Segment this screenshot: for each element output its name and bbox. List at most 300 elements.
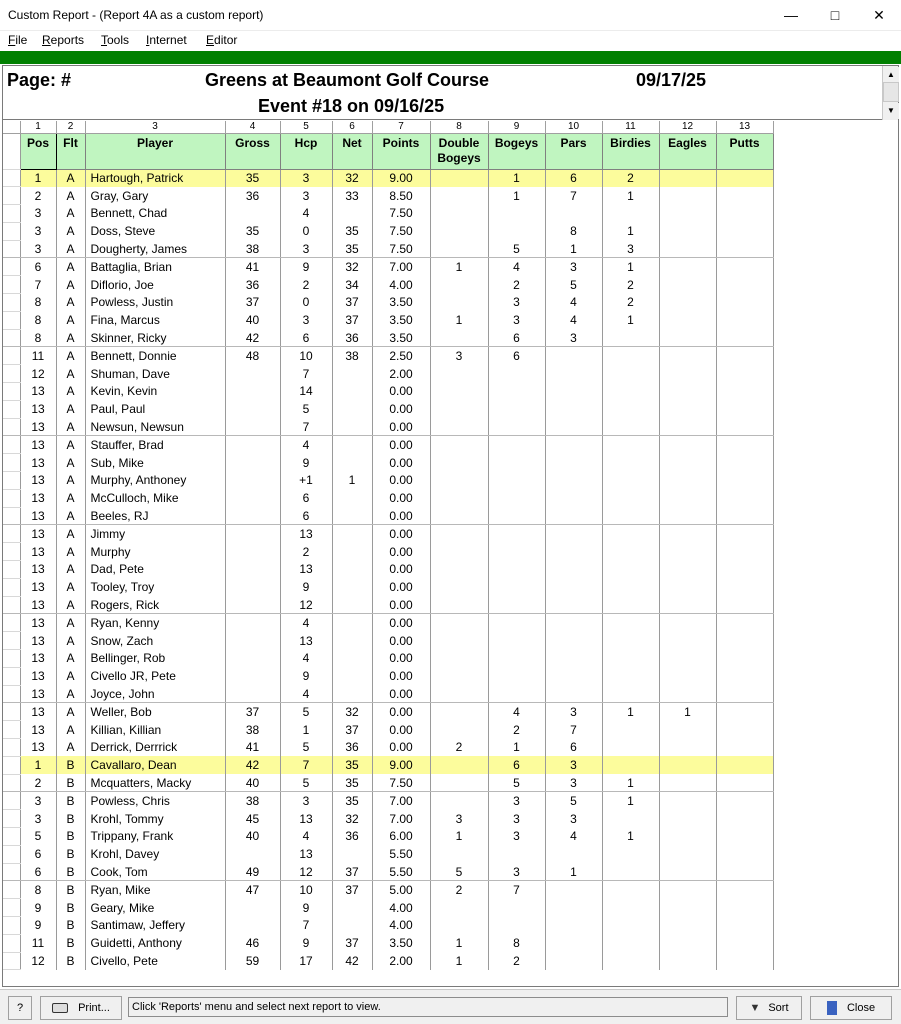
cell-pars: 3 [545,703,602,721]
cell-dbl [430,614,488,632]
cell-points: 7.50 [372,240,430,258]
cell-net: 35 [332,756,372,774]
cell-putts [716,596,773,614]
column-header-putts[interactable]: Putts [716,133,773,169]
cell-pars: 3 [545,756,602,774]
cell-pars: 5 [545,792,602,810]
table-row[interactable] [3,632,773,650]
cell-eagles [659,418,716,436]
table-row[interactable] [3,810,773,828]
cell-flt: A [56,614,85,632]
cell-hcp: 14 [280,383,332,401]
menu-editor[interactable]: Editor [206,33,238,47]
column-header-flt[interactable]: Flt [56,133,85,169]
cell-player: Krohl, Tommy [85,810,225,828]
cell-eagles [659,205,716,223]
minimize-button[interactable]: — [784,7,798,23]
cell-dbl [430,489,488,507]
menu-tools[interactable]: Tools [101,33,130,47]
column-number: 3 [85,121,225,133]
cell-net: 36 [332,739,372,757]
column-header-player[interactable]: Player [85,133,225,169]
cell-bogeys [488,489,545,507]
menu-internet[interactable]: Internet [146,33,187,47]
cell-player: Derrick, Derrrick [85,739,225,757]
cell-player: Santimaw, Jeffery [85,916,225,934]
row-header[interactable] [3,845,20,863]
close-window-button[interactable]: ✕ [873,7,885,23]
row-header[interactable] [3,632,20,650]
cell-gross [225,400,280,418]
cell-pos: 8 [20,294,56,312]
table-row[interactable] [3,614,773,632]
column-header-hcp[interactable]: Hcp [280,133,332,169]
cell-pars [545,525,602,543]
table-row[interactable] [3,418,773,436]
cell-pars [545,365,602,383]
row-header[interactable] [3,739,20,757]
cell-dbl [430,222,488,240]
column-header-pos[interactable]: Pos [20,133,56,169]
cell-hcp: 5 [280,703,332,721]
cell-gross: 36 [225,276,280,294]
sort-button[interactable]: ▼ Sort [736,996,802,1020]
cell-pos: 3 [20,222,56,240]
row-header[interactable] [3,489,20,507]
table-row[interactable] [3,240,773,258]
row-header[interactable] [3,187,20,205]
table-row[interactable] [3,294,773,312]
row-header[interactable] [3,507,20,525]
row-header[interactable] [3,756,20,774]
cell-eagles [659,934,716,952]
cell-dbl [430,596,488,614]
table-row[interactable] [3,276,773,294]
table-row[interactable] [3,258,773,276]
scroll-down-icon[interactable]: ▼ [883,103,899,119]
cell-player: Dougherty, James [85,240,225,258]
cell-pos: 8 [20,311,56,329]
cell-hcp: 3 [280,240,332,258]
row-header[interactable] [3,774,20,792]
table-row[interactable] [3,685,773,703]
table-row[interactable] [3,774,773,792]
table-row[interactable] [3,899,773,917]
row-header[interactable] [3,792,20,810]
menu-reports[interactable]: Reports [42,33,85,47]
cell-player: Dad, Pete [85,561,225,579]
cell-points: 9.00 [372,169,430,187]
cell-putts [716,650,773,668]
maximize-button[interactable]: □ [830,7,840,23]
table-row[interactable] [3,525,773,543]
cell-birdies [602,632,659,650]
row-header[interactable] [3,667,20,685]
cell-eagles [659,543,716,561]
table-row[interactable] [3,222,773,240]
cell-dbl [430,383,488,401]
cell-birdies [602,525,659,543]
cell-gross [225,436,280,454]
cell-points: 0.00 [372,383,430,401]
column-number: 8 [430,121,488,133]
table-row[interactable] [3,756,773,774]
cell-bogeys [488,472,545,490]
cell-flt: A [56,650,85,668]
cell-pars: 3 [545,258,602,276]
table-row[interactable] [3,472,773,490]
table-row[interactable] [3,205,773,223]
row-header[interactable] [3,614,20,632]
cell-eagles [659,276,716,294]
cell-dbl [430,169,488,187]
table-row[interactable] [3,507,773,525]
cell-pars: 3 [545,329,602,347]
cell-player: Powless, Chris [85,792,225,810]
cell-pars [545,383,602,401]
cell-birdies [602,436,659,454]
row-header[interactable] [3,294,20,312]
row-header[interactable] [3,703,20,721]
cell-player: Civello JR, Pete [85,667,225,685]
cell-flt: A [56,205,85,223]
row-header[interactable] [3,827,20,845]
header-scrollbar[interactable] [882,66,898,120]
cell-points: 7.00 [372,258,430,276]
cell-net: 32 [332,703,372,721]
cell-net [332,916,372,934]
cell-hcp: 4 [280,650,332,668]
cell-points: 0.00 [372,436,430,454]
table-row[interactable] [3,845,773,863]
cell-player: Civello, Pete [85,952,225,970]
cell-flt: A [56,436,85,454]
cell-hcp: 13 [280,632,332,650]
table-row[interactable] [3,383,773,401]
column-header-eagles[interactable]: Eagles [659,133,716,169]
cell-dbl [430,365,488,383]
table-row[interactable] [3,792,773,810]
cell-gross [225,507,280,525]
cell-birdies: 1 [602,774,659,792]
cell-pars [545,881,602,899]
cell-gross: 42 [225,756,280,774]
cell-pos: 13 [20,561,56,579]
table-row[interactable] [3,916,773,934]
status-message: Click 'Reports' menu and select next report to view. [128,997,728,1017]
help-button[interactable] [8,996,32,1020]
cell-putts [716,507,773,525]
cell-dbl: 5 [430,863,488,881]
column-number: 2 [56,121,85,133]
cell-putts [716,845,773,863]
cell-hcp: 3 [280,792,332,810]
row-header[interactable] [3,240,20,258]
row-header[interactable] [3,721,20,739]
table-row[interactable] [3,347,773,365]
cell-gross: 38 [225,792,280,810]
row-header[interactable] [3,329,20,347]
column-header-pars[interactable]: Pars [545,133,602,169]
row-header[interactable] [3,347,20,365]
row-header[interactable] [3,276,20,294]
row-header[interactable] [3,916,20,934]
cell-eagles [659,311,716,329]
cell-pars [545,614,602,632]
row-header[interactable] [3,400,20,418]
cell-bogeys [488,454,545,472]
row-header[interactable] [3,934,20,952]
row-header[interactable] [3,525,20,543]
table-row[interactable] [3,169,773,187]
cell-gross: 37 [225,703,280,721]
cell-gross: 37 [225,294,280,312]
row-header[interactable] [3,365,20,383]
table-row[interactable] [3,311,773,329]
row-header[interactable] [3,311,20,329]
column-header-dbl[interactable]: Double Bogeys [430,133,488,169]
cell-player: Newsun, Newsun [85,418,225,436]
column-header-points[interactable]: Points [372,133,430,169]
row-header[interactable] [3,383,20,401]
row-header[interactable] [3,596,20,614]
cell-player: Stauffer, Brad [85,436,225,454]
row-header[interactable] [3,169,20,187]
cell-flt: B [56,863,85,881]
cell-points: 0.00 [372,454,430,472]
cell-pos: 12 [20,365,56,383]
table-row[interactable] [3,596,773,614]
cell-hcp: 3 [280,311,332,329]
column-header-net[interactable]: Net [332,133,372,169]
cell-dbl [430,792,488,810]
row-header[interactable] [3,418,20,436]
cell-gross [225,525,280,543]
table-row[interactable] [3,578,773,596]
cell-dbl [430,721,488,739]
cell-pars [545,418,602,436]
corner-cell [3,121,20,133]
cell-putts [716,703,773,721]
cell-bogeys: 3 [488,863,545,881]
cell-player: Cook, Tom [85,863,225,881]
cell-player: Hartough, Patrick [85,169,225,187]
table-row[interactable] [3,934,773,952]
cell-dbl: 3 [430,810,488,828]
row-header[interactable] [3,650,20,668]
table-row[interactable] [3,543,773,561]
cell-eagles [659,596,716,614]
accent-bar [0,51,901,64]
cell-flt: B [56,774,85,792]
cell-net: 36 [332,827,372,845]
cell-player: Killian, Killian [85,721,225,739]
cell-birdies [602,454,659,472]
table-row[interactable] [3,454,773,472]
cell-birdies [602,756,659,774]
cell-dbl [430,578,488,596]
row-header[interactable] [3,258,20,276]
row-header[interactable] [3,436,20,454]
cell-bogeys [488,899,545,917]
cell-player: Gray, Gary [85,187,225,205]
cell-pos: 13 [20,383,56,401]
cell-putts [716,383,773,401]
row-header[interactable] [3,578,20,596]
cell-birdies: 1 [602,311,659,329]
menu-file[interactable]: File [8,33,28,47]
cell-hcp: 4 [280,827,332,845]
cell-pars: 4 [545,311,602,329]
table-row[interactable] [3,827,773,845]
cell-flt: A [56,454,85,472]
cell-gross [225,650,280,668]
column-number: 10 [545,121,602,133]
cell-pos: 11 [20,934,56,952]
table-row[interactable] [3,863,773,881]
cell-player: Guidetti, Anthony [85,934,225,952]
print-button[interactable]: Print... [40,996,122,1020]
row-header[interactable] [3,685,20,703]
cell-eagles [659,632,716,650]
cell-pars [545,472,602,490]
cell-hcp: 7 [280,418,332,436]
cell-gross [225,383,280,401]
cell-net [332,561,372,579]
column-header-birdies[interactable]: Birdies [602,133,659,169]
table-row[interactable] [3,881,773,899]
cell-hcp: 3 [280,169,332,187]
cell-dbl: 1 [430,934,488,952]
cell-eagles [659,916,716,934]
cell-hcp: 9 [280,258,332,276]
cell-gross: 40 [225,311,280,329]
table-row[interactable] [3,489,773,507]
cell-points: 3.50 [372,934,430,952]
cell-points: 0.00 [372,721,430,739]
scroll-up-icon[interactable]: ▲ [883,67,899,83]
cell-eagles [659,436,716,454]
cell-flt: B [56,916,85,934]
cell-birdies: 3 [602,240,659,258]
table-row[interactable] [3,952,773,970]
cell-net: 1 [332,472,372,490]
cell-pos: 3 [20,792,56,810]
close-door-icon [827,1001,837,1015]
row-header[interactable] [3,454,20,472]
table-row[interactable] [3,703,773,721]
cell-pars [545,543,602,561]
cell-birdies: 1 [602,792,659,810]
cell-gross: 42 [225,329,280,347]
row-header[interactable] [3,899,20,917]
cell-birdies [602,365,659,383]
cell-birdies [602,472,659,490]
row-header[interactable] [3,472,20,490]
cell-eagles [659,525,716,543]
table-row[interactable] [3,187,773,205]
table-row[interactable] [3,650,773,668]
cell-birdies [602,810,659,828]
cell-birdies [602,347,659,365]
cell-dbl [430,774,488,792]
table-row[interactable] [3,329,773,347]
cell-pars [545,632,602,650]
cell-pos: 13 [20,489,56,507]
table-row[interactable] [3,739,773,757]
close-button[interactable]: Close [810,996,892,1020]
cell-eagles [659,222,716,240]
table-row[interactable] [3,400,773,418]
cell-bogeys: 4 [488,703,545,721]
cell-pos: 9 [20,916,56,934]
cell-gross: 38 [225,240,280,258]
cell-dbl [430,276,488,294]
row-header[interactable] [3,810,20,828]
row-header[interactable] [3,881,20,899]
cell-points: 2.00 [372,952,430,970]
scroll-thumb[interactable] [883,82,899,102]
cell-points: 0.00 [372,578,430,596]
cell-dbl [430,294,488,312]
cell-flt: A [56,400,85,418]
row-header[interactable] [3,863,20,881]
cell-hcp: 5 [280,739,332,757]
table-row[interactable] [3,667,773,685]
cell-flt: B [56,792,85,810]
cell-hcp: 10 [280,881,332,899]
cell-gross [225,916,280,934]
cell-flt: B [56,934,85,952]
cell-eagles [659,667,716,685]
cell-dbl [430,329,488,347]
cell-eagles [659,365,716,383]
cell-pars: 3 [545,810,602,828]
cell-flt: B [56,952,85,970]
cell-dbl: 2 [430,739,488,757]
cell-pos: 8 [20,329,56,347]
cell-net [332,596,372,614]
row-header[interactable] [3,205,20,223]
cell-eagles [659,845,716,863]
table-row[interactable] [3,721,773,739]
cell-pos: 13 [20,400,56,418]
cell-pos: 5 [20,827,56,845]
cell-flt: B [56,827,85,845]
cell-bogeys: 5 [488,774,545,792]
cell-birdies [602,863,659,881]
cell-points: 0.00 [372,632,430,650]
cell-net: 37 [332,721,372,739]
cell-birdies [602,667,659,685]
table-row[interactable] [3,561,773,579]
table-row[interactable] [3,365,773,383]
cell-player: Murphy, Anthoney [85,472,225,490]
cell-eagles [659,240,716,258]
row-header[interactable] [3,952,20,970]
column-number: 12 [659,121,716,133]
cell-net: 37 [332,881,372,899]
table-row[interactable] [3,436,773,454]
cell-dbl [430,899,488,917]
cell-bogeys [488,436,545,454]
cell-dbl: 3 [430,347,488,365]
row-header[interactable] [3,561,20,579]
column-header-gross[interactable]: Gross [225,133,280,169]
column-header-bogeys[interactable]: Bogeys [488,133,545,169]
row-header[interactable] [3,543,20,561]
row-header[interactable] [3,222,20,240]
